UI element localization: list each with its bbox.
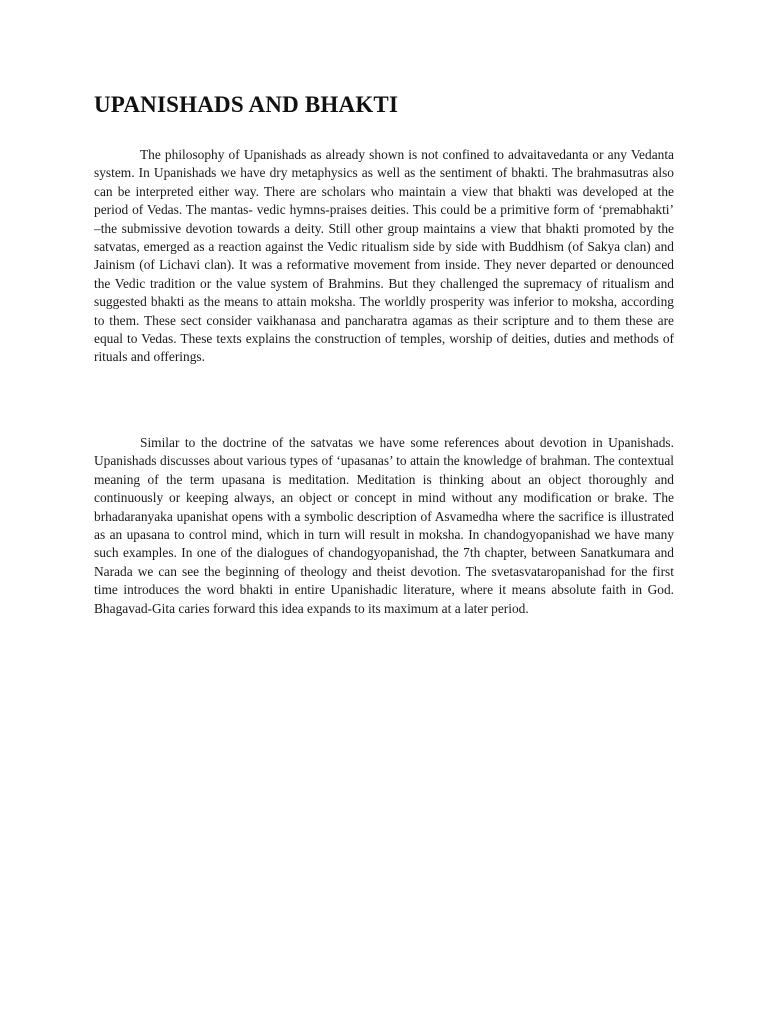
paragraph-2: Similar to the doctrine of the satvatas we have some references about devotion in Upanishads. Upanishads discusses about various types of ‘upasanas’ to attain the knowledge of brahman. The contextual meaning of the term upasana is meditation. Meditation is thinking about an object thoroughly and continuously or keeping always, an object or concept in mind without any modification or brake. The brhadaranyaka upanishat opens with a symbolic description of Asvamedha where the sacrifice is illustrated as an upasana to control mind, which in turn will result in moksha. In chandogyopanishad we have many such examples. In one of the dialogues of chandogyopanishad, the 7th chapter, between Sanatkumara and Narada we can see the beginning of theology and theist devotion. The svetasvataropanishad for the first time introduces the word bhakti in entire Upanishadic literature, where it means absolute faith in God. Bhagavad-Gita caries forward this idea expands to its maximum at a later period. bbox=[94, 435, 674, 616]
page-title: UPANISHADS AND BHAKTI bbox=[94, 92, 399, 117]
paragraph-1: The philosophy of Upanishads as already shown is not confined to advaitavedanta or any Vedanta system. In Upanishads we have dry metaphysics as well as the sentiment of bhakti. The brahmasutras also can be interpreted either way. There are scholars who maintain a view that bhakti was developed at the period of Vedas. The mantas- vedic hymns-praises deities. This could be a primitive form of ‘premabhakti’ –the submissive devotion towards a deity. Still other group maintains a view that bhakti promoted by the satvatas, emerged as a reaction against the Vedic ritualism side by side with Buddhism (of Sakya clan) and Jainism (of Lichavi clan). It was a reformative movement from inside. They never departed or denounced the Vedic tradition or the value system of Brahmins. But they challenged the supremacy of ritualism and suggested bhakti as the means to attain moksha. The worldly prosperity was inferior to moksha, according to them. These sect consider vaikhanasa and pancharatra agamas as their scripture and to them these are equal to Vedas. These texts explains the construction of temples, worship of deities, duties and methods of rituals and offerings. bbox=[94, 147, 674, 365]
